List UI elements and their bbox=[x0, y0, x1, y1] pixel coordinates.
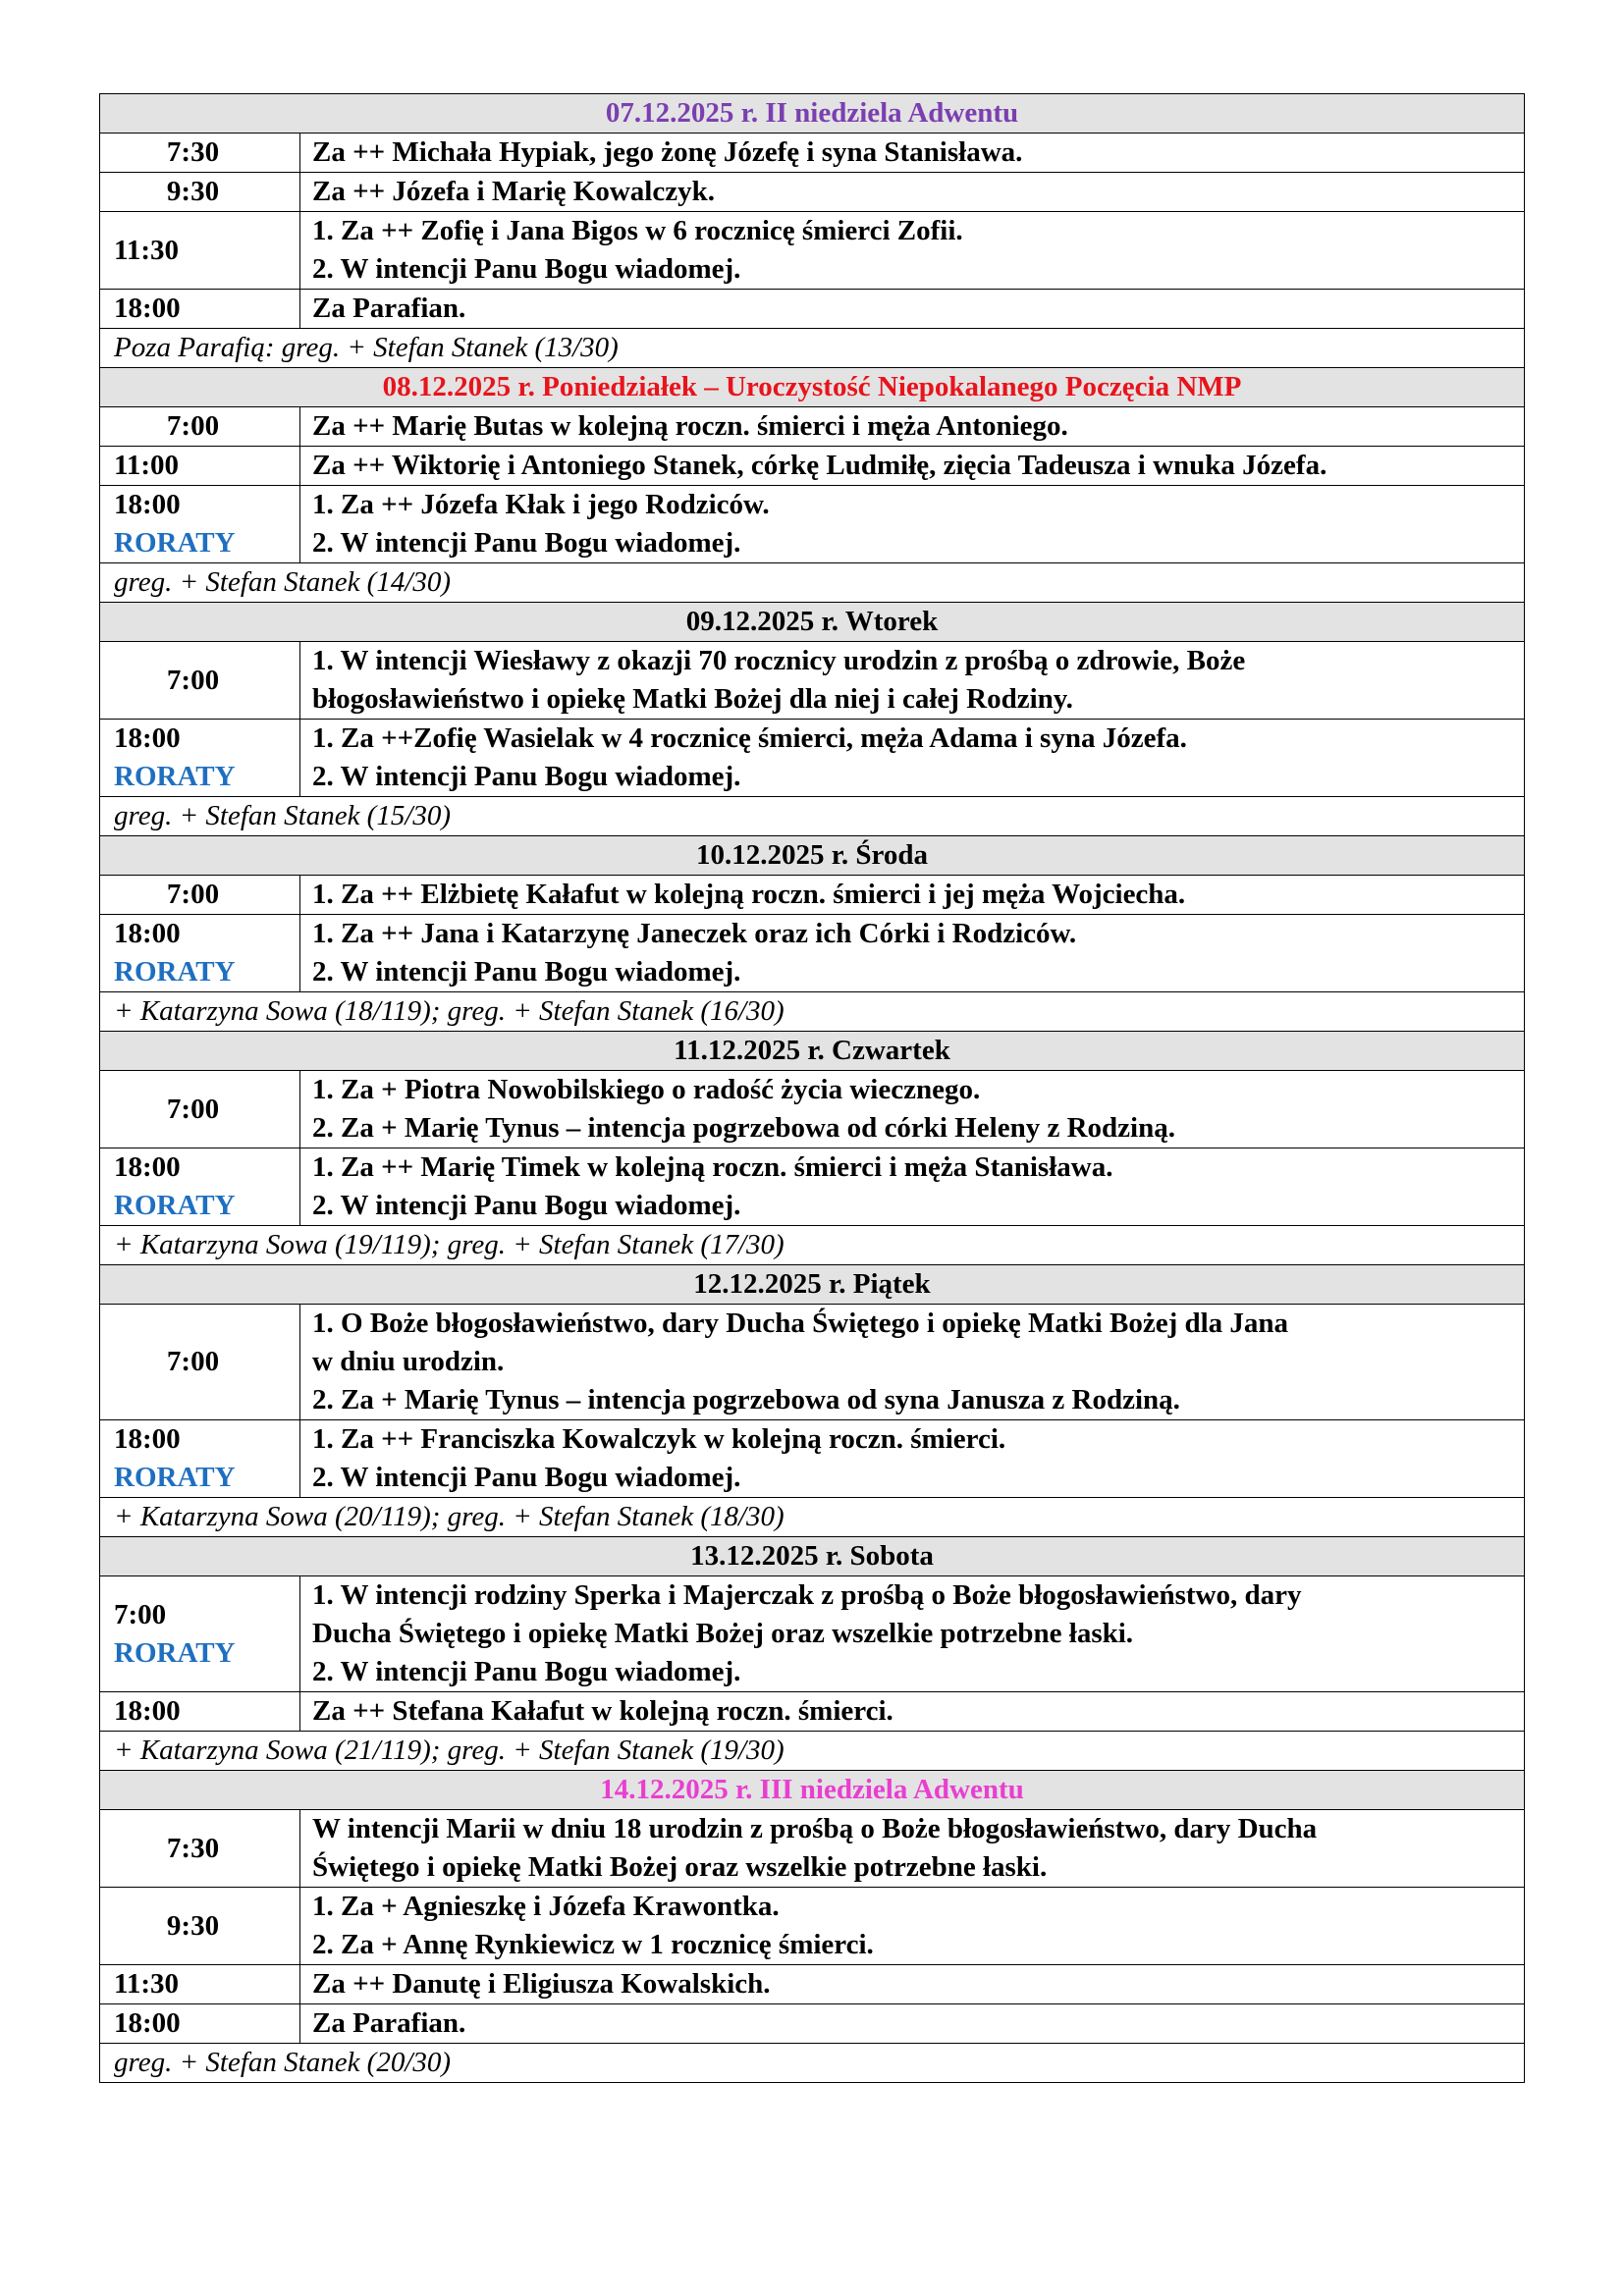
intention-line: Za ++ Wiktorię i Antoniego Stanek, córkę Ludmiłę, zięcia Tadeusza i wnuka Józefa. bbox=[312, 450, 1327, 481]
mass-time: 9:30 bbox=[166, 176, 220, 207]
intention-line: 1. Za ++ Marię Timek w kolejną roczn. śmierci i męża Stanisława. bbox=[312, 1151, 1113, 1183]
intention-line: 1. W intencji Wiesławy z okazji 70 rocznicy urodzin z prośbą o zdrowie, Boże bbox=[312, 645, 1246, 676]
intention-line: 1. Za ++ Franciszka Kowalczyk w kolejną roczn. śmierci. bbox=[312, 1423, 1006, 1455]
intention-line: 1. Za + Agnieszkę i Józefa Krawontka. bbox=[312, 1891, 780, 1922]
mass-time: 18:00 bbox=[114, 2007, 181, 2039]
mass-row bbox=[100, 447, 1525, 486]
mass-time-cell bbox=[100, 2004, 300, 2044]
mass-intentions-table bbox=[99, 93, 1525, 2083]
intention-line: 2. W intencji Panu Bogu wiadomej. bbox=[312, 956, 741, 988]
mass-time: 11:00 bbox=[114, 450, 180, 481]
mass-time-cell bbox=[100, 212, 300, 290]
gregorian-note: greg. + Stefan Stanek (14/30) bbox=[100, 563, 1525, 603]
mass-intention-cell bbox=[300, 1305, 1525, 1420]
day-title: 09.12.2025 r. Wtorek bbox=[100, 603, 1525, 642]
mass-row bbox=[100, 486, 1525, 563]
mass-time-cell bbox=[100, 1305, 300, 1420]
intention-line: 1. Za + Piotra Nowobilskiego o radość życia wiecznego. bbox=[312, 1074, 981, 1105]
mass-time: 18:00 bbox=[114, 1695, 181, 1727]
mass-time: 9:30 bbox=[166, 1909, 220, 1942]
intention-line: 1. Za ++ Jana i Katarzynę Janeczek oraz ich Córki i Rodziców. bbox=[312, 918, 1077, 949]
mass-row bbox=[100, 1810, 1525, 1888]
intention-line: Za ++ Stefana Kałafut w kolejną roczn. śmierci. bbox=[312, 1695, 893, 1727]
mass-time-cell bbox=[100, 1420, 300, 1498]
intention-line: 1. W intencji rodziny Sperka i Majerczak z prośbą o Boże błogosławieństwo, dary bbox=[312, 1579, 1302, 1611]
mass-row bbox=[100, 290, 1525, 329]
mass-time: 7:30 bbox=[166, 1832, 220, 1864]
gregorian-note: greg. + Stefan Stanek (15/30) bbox=[100, 797, 1525, 836]
mass-time: 11:30 bbox=[114, 234, 180, 266]
mass-time-cell bbox=[100, 447, 300, 486]
roraty-label: RORATY bbox=[114, 1462, 236, 1493]
intention-line: 2. W intencji Panu Bogu wiadomej. bbox=[312, 761, 741, 792]
day-note-row bbox=[100, 1732, 1525, 1771]
mass-time-cell bbox=[100, 486, 300, 563]
mass-time: 7:00 bbox=[166, 664, 220, 696]
mass-time-cell bbox=[100, 720, 300, 797]
mass-intention-cell bbox=[300, 2004, 1525, 2044]
mass-row bbox=[100, 876, 1525, 915]
mass-row bbox=[100, 133, 1525, 173]
intention-line: Za Parafian. bbox=[312, 2007, 466, 2039]
day-header-row bbox=[100, 368, 1525, 407]
mass-time: 7:00 bbox=[166, 1346, 220, 1377]
mass-time-cell bbox=[100, 1071, 300, 1148]
intention-line: W intencji Marii w dniu 18 urodzin z prośbą o Boże błogosławieństwo, dary Ducha bbox=[312, 1813, 1318, 1844]
mass-intention-cell bbox=[300, 876, 1525, 915]
mass-intention-cell bbox=[300, 1148, 1525, 1226]
mass-time-cell bbox=[100, 1576, 300, 1692]
mass-intention-cell bbox=[300, 1420, 1525, 1498]
roraty-label: RORATY bbox=[114, 527, 236, 559]
day-note-row bbox=[100, 992, 1525, 1032]
mass-row bbox=[100, 2004, 1525, 2044]
mass-row bbox=[100, 720, 1525, 797]
intention-line: 1. Za ++ Józefa Kłak i jego Rodziców. bbox=[312, 489, 770, 520]
day-note-row bbox=[100, 1498, 1525, 1537]
intention-line: 2. W intencji Panu Bogu wiadomej. bbox=[312, 253, 741, 285]
intention-line: 2. Za + Annę Rynkiewicz w 1 rocznicę śmierci. bbox=[312, 1929, 874, 1960]
mass-time-cell bbox=[100, 133, 300, 173]
mass-intention-cell bbox=[300, 1965, 1525, 2004]
intention-line: 2. Za + Marię Tynus – intencja pogrzebowa od syna Janusza z Rodziną. bbox=[312, 1384, 1180, 1415]
mass-row bbox=[100, 915, 1525, 992]
mass-time-cell bbox=[100, 642, 300, 720]
gregorian-note: + Katarzyna Sowa (19/119); greg. + Stefan Stanek (17/30) bbox=[100, 1226, 1525, 1265]
mass-row bbox=[100, 1148, 1525, 1226]
day-note-row bbox=[100, 563, 1525, 603]
day-header-row bbox=[100, 1032, 1525, 1071]
mass-intention-cell bbox=[300, 407, 1525, 447]
mass-time: 18:00 bbox=[114, 1151, 181, 1183]
roraty-label: RORATY bbox=[114, 1636, 236, 1669]
mass-time: 7:00 bbox=[114, 1598, 167, 1630]
intention-line: Za ++ Michała Hypiak, jego żonę Józefę i syna Stanisława. bbox=[312, 136, 1023, 168]
mass-time: 18:00 bbox=[114, 722, 181, 754]
day-note-row bbox=[100, 797, 1525, 836]
mass-row bbox=[100, 1071, 1525, 1148]
mass-time-cell bbox=[100, 1810, 300, 1888]
roraty-label: RORATY bbox=[114, 956, 236, 988]
mass-time: 18:00 bbox=[114, 1423, 181, 1455]
mass-intention-cell bbox=[300, 486, 1525, 563]
mass-intention-cell bbox=[300, 1071, 1525, 1148]
day-note-row bbox=[100, 329, 1525, 368]
day-header-row bbox=[100, 836, 1525, 876]
mass-intention-cell bbox=[300, 173, 1525, 212]
gregorian-note: + Katarzyna Sowa (20/119); greg. + Stefan Stanek (18/30) bbox=[100, 1498, 1525, 1537]
mass-intention-cell bbox=[300, 720, 1525, 797]
mass-time-cell bbox=[100, 1888, 300, 1965]
intention-line: 1. Za ++ Zofię i Jana Bigos w 6 rocznicę śmierci Zofii. bbox=[312, 215, 963, 246]
gregorian-note: + Katarzyna Sowa (21/119); greg. + Stefan Stanek (19/30) bbox=[100, 1732, 1525, 1771]
mass-time: 7:00 bbox=[166, 1093, 220, 1125]
mass-intention-cell bbox=[300, 212, 1525, 290]
day-header-row bbox=[100, 1771, 1525, 1810]
mass-row bbox=[100, 1965, 1525, 2004]
intention-line: Za ++ Marię Butas w kolejną roczn. śmierci i męża Antoniego. bbox=[312, 410, 1068, 442]
mass-row bbox=[100, 1888, 1525, 1965]
intention-line: 2. W intencji Panu Bogu wiadomej. bbox=[312, 1656, 741, 1687]
intention-line: Za ++ Danutę i Eligiusza Kowalskich. bbox=[312, 1968, 771, 2000]
mass-row bbox=[100, 1692, 1525, 1732]
intention-line: Świętego i opiekę Matki Bożej oraz wszelkie potrzebne łaski. bbox=[312, 1851, 1048, 1883]
mass-row bbox=[100, 1576, 1525, 1692]
intention-line: Ducha Świętego i opiekę Matki Bożej oraz wszelkie potrzebne łaski. bbox=[312, 1618, 1134, 1649]
mass-row bbox=[100, 407, 1525, 447]
intention-line: Za ++ Józefa i Marię Kowalczyk. bbox=[312, 176, 715, 207]
mass-time-cell bbox=[100, 876, 300, 915]
intention-line: 1. Za ++ Elżbietę Kałafut w kolejną roczn. śmierci i jej męża Wojciecha. bbox=[312, 879, 1186, 910]
intention-line: 1. O Boże błogosławieństwo, dary Ducha Świętego i opiekę Matki Bożej dla Jana bbox=[312, 1308, 1289, 1339]
gregorian-note: + Katarzyna Sowa (18/119); greg. + Stefan Stanek (16/30) bbox=[100, 992, 1525, 1032]
mass-time: 18:00 bbox=[114, 918, 181, 949]
mass-intention-cell bbox=[300, 1576, 1525, 1692]
intention-line: w dniu urodzin. bbox=[312, 1346, 505, 1377]
mass-row bbox=[100, 173, 1525, 212]
mass-row bbox=[100, 1420, 1525, 1498]
day-title: 12.12.2025 r. Piątek bbox=[100, 1265, 1525, 1305]
mass-time: 18:00 bbox=[114, 293, 181, 324]
intention-line: 2. Za + Marię Tynus – intencja pogrzebowa od córki Heleny z Rodziną. bbox=[312, 1112, 1175, 1144]
mass-row bbox=[100, 1305, 1525, 1420]
day-note-row bbox=[100, 2044, 1525, 2083]
mass-intention-cell bbox=[300, 447, 1525, 486]
intention-line: 1. Za ++Zofię Wasielak w 4 rocznicę śmierci, męża Adama i syna Józefa. bbox=[312, 722, 1187, 754]
mass-intention-cell bbox=[300, 133, 1525, 173]
roraty-label: RORATY bbox=[114, 1190, 236, 1221]
mass-time-cell bbox=[100, 407, 300, 447]
intention-line: błogosławieństwo i opiekę Matki Bożej dla niej i całej Rodziny. bbox=[312, 683, 1073, 715]
intention-line: Za Parafian. bbox=[312, 293, 466, 324]
intention-line: 2. W intencji Panu Bogu wiadomej. bbox=[312, 1190, 741, 1221]
mass-time: 7:00 bbox=[166, 410, 220, 442]
gregorian-note: Poza Parafią: greg. + Stefan Stanek (13/30) bbox=[100, 329, 1525, 368]
mass-time-cell bbox=[100, 290, 300, 329]
mass-time-cell bbox=[100, 173, 300, 212]
mass-intention-cell bbox=[300, 1810, 1525, 1888]
day-note-row bbox=[100, 1226, 1525, 1265]
intention-line: 2. W intencji Panu Bogu wiadomej. bbox=[312, 1462, 741, 1493]
mass-row bbox=[100, 642, 1525, 720]
day-header-row bbox=[100, 94, 1525, 133]
mass-time: 18:00 bbox=[114, 489, 181, 520]
roraty-label: RORATY bbox=[114, 761, 236, 792]
mass-time-cell bbox=[100, 1148, 300, 1226]
day-header-row bbox=[100, 1265, 1525, 1305]
day-title: 11.12.2025 r. Czwartek bbox=[100, 1032, 1525, 1071]
mass-time: 7:00 bbox=[166, 879, 220, 910]
day-title: 08.12.2025 r. Poniedziałek – Uroczystość Niepokalanego Poczęcia NMP bbox=[100, 368, 1525, 407]
day-title: 13.12.2025 r. Sobota bbox=[100, 1537, 1525, 1576]
mass-time-cell bbox=[100, 1692, 300, 1732]
mass-intention-cell bbox=[300, 915, 1525, 992]
day-title: 07.12.2025 r. II niedziela Adwentu bbox=[100, 94, 1525, 133]
intention-line: 2. W intencji Panu Bogu wiadomej. bbox=[312, 527, 741, 559]
mass-time: 11:30 bbox=[114, 1968, 180, 2000]
mass-intention-cell bbox=[300, 1692, 1525, 1732]
mass-intention-cell bbox=[300, 290, 1525, 329]
mass-intention-cell bbox=[300, 1888, 1525, 1965]
mass-row bbox=[100, 212, 1525, 290]
mass-time: 7:30 bbox=[166, 136, 220, 168]
day-header-row bbox=[100, 1537, 1525, 1576]
gregorian-note: greg. + Stefan Stanek (20/30) bbox=[100, 2044, 1525, 2083]
day-title: 14.12.2025 r. III niedziela Adwentu bbox=[100, 1771, 1525, 1810]
mass-time-cell bbox=[100, 915, 300, 992]
day-title: 10.12.2025 r. Środa bbox=[100, 836, 1525, 876]
day-header-row bbox=[100, 603, 1525, 642]
mass-time-cell bbox=[100, 1965, 300, 2004]
mass-intention-cell bbox=[300, 642, 1525, 720]
